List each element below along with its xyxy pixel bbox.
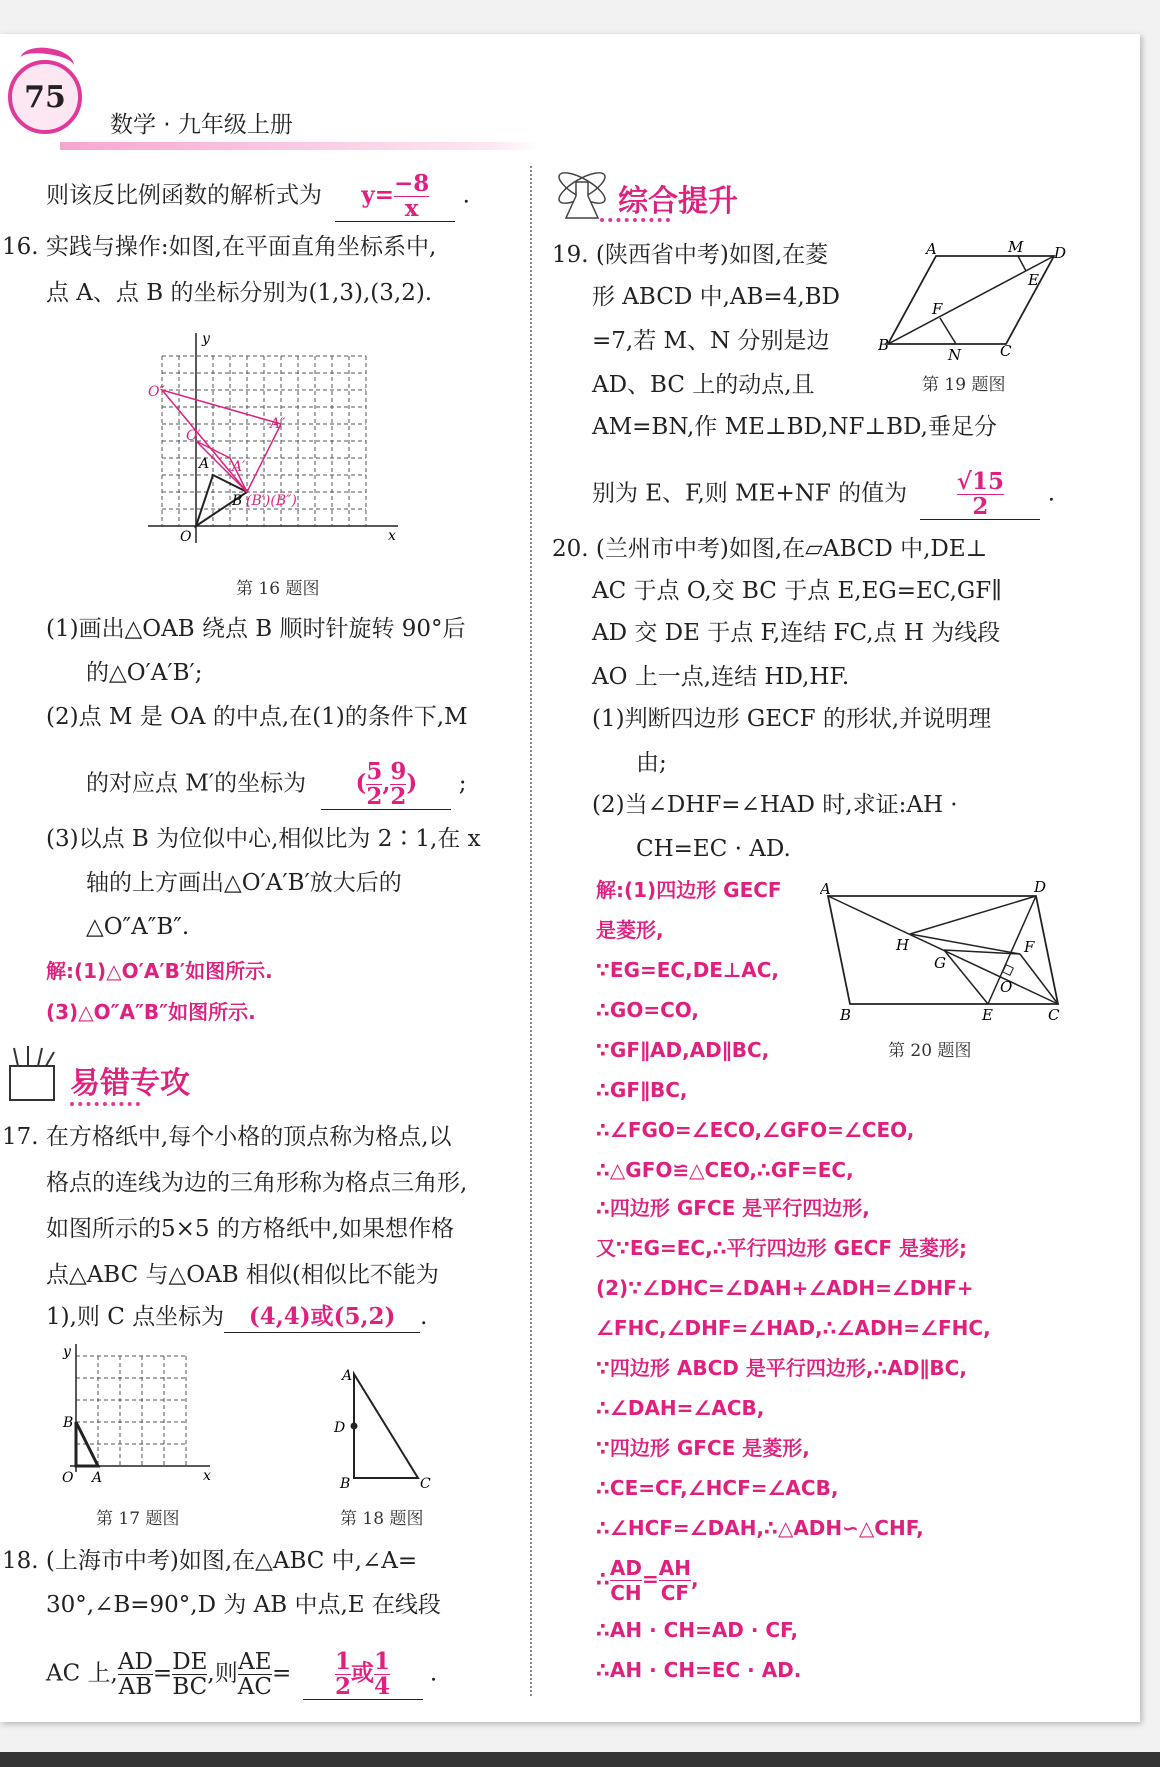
section-dots (70, 1098, 140, 1106)
fig17-label-A: A (92, 1470, 103, 1486)
q18-frac2 (172, 1650, 207, 1699)
q20-sol-16: ∴∠HCF=∠DAH,∴△ADH∽△CHF, (596, 1516, 924, 1540)
fig18-label-C: C (420, 1476, 431, 1490)
q19-ans-num: √15 (956, 468, 1004, 495)
q19-ans-frac (957, 470, 1004, 519)
q16-part2-b-text: 的对应点 M′的坐标为 (86, 770, 307, 797)
q18-end: . (429, 1660, 438, 1687)
fig17-label-B: B (63, 1415, 74, 1431)
fig20-label-B: B (840, 1006, 852, 1024)
q16-part3-a: (3)以点 B 为位似中心,相似比为 2∶1,在 x (46, 826, 481, 852)
q20-sol-7: ∴△GFO≌△CEO,∴GF=EC, (596, 1158, 854, 1182)
figure-18 (330, 1360, 450, 1490)
q18-ans-frac1 (335, 1650, 351, 1699)
q18-f3d: AC (237, 1674, 272, 1700)
page-number: 75 (8, 60, 82, 134)
q15-answer-den: x (404, 195, 419, 222)
q16-ans-num1: 5 (366, 758, 383, 785)
bottom-bar (0, 1752, 1160, 1767)
q20-sol-10: (2)∵∠DHC=∠DAH+∠ADH=∠DHF+ (596, 1276, 974, 1300)
q18-frac3 (238, 1650, 272, 1699)
q16-solution-1: 解:(1)△O′A′B′如图所示. (46, 959, 273, 983)
q17-line4: 点△ABC 与△OAB 相似(相似比不能为 (46, 1262, 439, 1288)
q16-part2-answer (321, 760, 451, 810)
q17-line3: 如图所示的5×5 的方格纸中,如果想作格 (46, 1216, 455, 1242)
segment-NF (940, 318, 956, 344)
segment-HD (910, 896, 1036, 934)
q16-part2-a: (2)点 M 是 OA 的中点,在(1)的条件下,M (46, 704, 468, 730)
q20-sol-5: ∴GF∥BC, (596, 1078, 688, 1102)
q18-a2d: 4 (374, 1673, 391, 1700)
q18-line2: 30°,∠B=90°,D 为 AB 中点,E 在线段 (46, 1592, 441, 1618)
fig16-label-Bprime: (B′)(B″) (246, 493, 297, 509)
q20-sol-frac-line (596, 1556, 699, 1605)
q16-ans-frac1 (366, 760, 382, 809)
q18-a1d: 2 (335, 1673, 352, 1700)
q18-f3n: AE (238, 1649, 272, 1675)
figure-16 (148, 328, 408, 553)
q15-dot: . (462, 182, 470, 209)
q16-ans-comma: , (382, 769, 391, 797)
q20-sf-n2: AH (658, 1556, 691, 1580)
figure-17-grid (76, 1356, 186, 1466)
q16-ans-frac2 (390, 760, 406, 809)
fig19-label-E: E (1028, 271, 1039, 289)
q18-or: 或 (351, 1659, 375, 1687)
q20-sol-9: 又∵EG=EC,∴平行四边形 GECF 是菱形; (596, 1236, 967, 1260)
q19-ans-den: 2 (972, 493, 989, 520)
q20-line5: (1)判断四边形 GECF 的形状,并说明理 (592, 706, 992, 732)
q16-part1-a: (1)画出△OAB 绕点 B 顺时针旋转 90°后 (46, 616, 466, 642)
q18-l3-pre: AC 上, (46, 1660, 118, 1687)
fig17-caption: 第 17 题图 (96, 1509, 180, 1529)
q20-sol-11: ∠FHC,∠DHF=∠HAD,∴∠ADH=∠FHC, (596, 1316, 991, 1340)
q20-line1: 20. (兰州市中考)如图,在▱ABCD 中,DE⊥ (552, 536, 988, 562)
q20-sol-12: ∵四边形 ABCD 是平行四边形,∴AD∥BC, (596, 1356, 967, 1380)
q18-line3 (46, 1650, 437, 1700)
figure-17 (60, 1342, 220, 1487)
q15-tail-text (46, 172, 470, 222)
q16-line1: 16. 实践与操作:如图,在平面直角坐标系中, (2, 234, 437, 260)
fig17-label-O: O (62, 1470, 74, 1486)
q20-sol-3: ∴GO=CO, (596, 998, 699, 1022)
q20-sol-6: ∴∠FGO=∠ECO,∠GFO=∠CEO, (596, 1118, 915, 1142)
q20-sol-1: 是菱形, (596, 918, 664, 942)
q16-part1-b: 的△O′A′B′; (86, 660, 203, 686)
q20-sol-last1: ∴AH · CH=AD · CF, (596, 1618, 799, 1642)
q16-line2: 点 A、点 B 的坐标分别为(1,3),(3,2). (46, 280, 433, 306)
q20-sf-pre: ∴ (596, 1567, 610, 1591)
fig17-label-y: y (63, 1344, 71, 1360)
triangle-ABC-18 (354, 1374, 418, 1478)
fig16-label-A: A (199, 456, 210, 472)
fig20-caption: 第 20 题图 (888, 1041, 972, 1061)
header-rule (60, 142, 540, 150)
q15-tail-label: 则该反比例函数的解析式为 (46, 182, 322, 209)
q16-ans-rparen: ) (406, 769, 418, 797)
q18-f1d: AB (118, 1674, 153, 1700)
section-title-common-errors: 易错专攻 (70, 1066, 190, 1101)
fig17-label-x: x (203, 1468, 211, 1484)
q15-answer-y: y= (361, 181, 394, 209)
q20-sol-13: ∴∠DAH=∠ACB, (596, 1396, 765, 1420)
q17-line5 (46, 1302, 427, 1333)
column-divider (530, 166, 532, 1696)
q16-part2-b (86, 760, 466, 810)
fig18-label-D: D (334, 1420, 346, 1436)
fig20-label-F: F (1024, 938, 1035, 956)
q18-f2n: DE (172, 1649, 208, 1675)
q18-a2n: 1 (374, 1648, 391, 1675)
q19-line1: 19. (陕西省中考)如图,在菱 (552, 242, 829, 268)
q17-line1: 17. 在方格纸中,每个小格的顶点称为格点,以 (2, 1124, 452, 1150)
q18-then: ,则 (207, 1660, 238, 1687)
figure-19 (878, 240, 1068, 360)
q19-answer (920, 470, 1040, 520)
q19-end: . (1047, 480, 1056, 507)
fig16-label-A1: A′ (232, 459, 246, 475)
q17-line5-text: 1),则 C 点坐标为 (46, 1304, 225, 1330)
fig19-label-C: C (1000, 342, 1012, 360)
q20-line6: 由; (636, 750, 667, 776)
q19-line5: AM=BN,作 ME⊥BD,NF⊥BD,垂足分 (592, 414, 997, 440)
fig16-label-O1: O′ (186, 428, 201, 444)
q18-eq: = (152, 1660, 173, 1687)
q20-line3: AD 交 DE 于点 F,连结 FC,点 H 为线段 (592, 620, 1001, 646)
q20-sol-2: ∵EG=EC,DE⊥AC, (596, 958, 779, 982)
fig16-caption: 第 16 题图 (236, 579, 320, 599)
q18-answer (303, 1650, 423, 1700)
q20-sf-eq: = (642, 1567, 659, 1591)
fig16-label-y: y (202, 331, 210, 347)
fig19-label-N: N (948, 346, 962, 360)
q20-sf-n1: AD (609, 1556, 643, 1580)
q19-line4: AD、BC 上的动点,且 (592, 372, 815, 398)
q20-sf-frac1 (610, 1556, 642, 1605)
pencil-cup-icon (4, 1044, 60, 1102)
q19-line6-text: 别为 E、F,则 ME+NF 的值为 (592, 480, 908, 507)
fig18-caption: 第 18 题图 (340, 1509, 424, 1529)
q16-ans-den1: 2 (366, 783, 383, 810)
q17-line2: 格点的连线为边的三角形称为格点三角形, (46, 1170, 468, 1196)
fig20-label-D: D (1034, 878, 1047, 896)
q20-line7: (2)当∠DHF=∠HAD 时,求证:AH · (592, 792, 958, 818)
fig16-label-O: O (180, 529, 192, 545)
q18-line1: 18. (上海市中考)如图,在△ABC 中,∠A= (2, 1548, 418, 1574)
q20-sol-4: ∵GF∥AD,AD∥BC, (596, 1038, 770, 1062)
fig20-label-A: A (820, 880, 831, 898)
fig16-label-x: x (388, 528, 396, 544)
q19-line6 (592, 470, 1055, 520)
segment-GE (944, 950, 988, 1004)
fig19-label-D: D (1054, 244, 1067, 262)
fig18-label-A: A (342, 1368, 353, 1384)
q15-answer-frac (394, 172, 429, 221)
q15-answer (335, 172, 455, 222)
point-D (351, 1423, 358, 1430)
q20-line2: AC 于点 O,交 BC 于点 E,EG=EC,GF∥ (592, 578, 1002, 604)
q19-line3: =7,若 M、N 分别是边 (592, 328, 830, 354)
q17-end: . (420, 1304, 428, 1330)
fig16-label-O2: O″ (148, 384, 165, 400)
q20-sf-end: , (691, 1567, 699, 1591)
q18-f1n: AD (117, 1649, 153, 1675)
q19-line2: 形 ABCD 中,AB=4,BD (592, 284, 840, 310)
q18-frac1 (118, 1650, 153, 1699)
fig19-caption: 第 19 题图 (922, 375, 1006, 395)
fig19-label-A: A (926, 240, 937, 258)
q16-part2-end: ; (458, 770, 467, 797)
q20-sf-frac2 (659, 1556, 691, 1605)
q16-solution-2: (3)△O″A″B″如图所示. (46, 1000, 256, 1024)
section-title-comprehensive: 综合提升 (618, 184, 738, 219)
fig18-label-B: B (340, 1476, 351, 1490)
q20-line8: CH=EC · AD. (636, 836, 791, 862)
q20-sol-14: ∵四边形 GFCE 是菱形, (596, 1436, 810, 1460)
fig19-label-F: F (932, 300, 943, 318)
fig16-label-B: B (232, 493, 243, 509)
q20-sf-d1: CH (610, 1581, 642, 1605)
section-dots-right (600, 214, 670, 222)
fig19-label-B: B (878, 336, 890, 354)
q20-sol-last2: ∴AH · CH=EC · AD. (596, 1658, 802, 1682)
q20-sol-0: 解:(1)四边形 GECF (596, 878, 782, 902)
q18-ans-frac2 (374, 1650, 390, 1699)
q20-sol-8: ∴四边形 GFCE 是平行四边形, (596, 1196, 870, 1220)
book-title: 数学 · 九年级上册 (110, 112, 293, 138)
q18-eq2: = (271, 1660, 292, 1687)
q15-answer-num: −8 (393, 170, 430, 197)
segment-ME (1018, 256, 1026, 271)
fig20-label-O: O (1000, 978, 1013, 996)
q16-ans-num2: 9 (390, 758, 407, 785)
q16-part3-b: 轴的上方画出△O′A′B′放大后的 (86, 870, 402, 896)
q20-sol-15: ∴CE=CF,∠HCF=∠ACB, (596, 1476, 839, 1500)
q17-answer: (4,4)或(5,2) (224, 1302, 420, 1333)
figure-20 (820, 876, 1070, 1026)
q20-sf-d2: CF (660, 1581, 690, 1605)
q20-line4: AO 上一点,连结 HD,HF. (592, 664, 850, 690)
fig19-label-M: M (1008, 240, 1024, 256)
q18-a1n: 1 (335, 1648, 352, 1675)
q18-f2d: BC (172, 1674, 208, 1700)
fig20-label-E: E (982, 1006, 993, 1024)
fig20-label-H: H (896, 936, 910, 954)
fig20-label-C: C (1048, 1006, 1060, 1024)
fig20-label-G: G (934, 954, 946, 972)
q16-ans-lparen: ( (355, 769, 367, 797)
fig16-label-A2: A″ (270, 416, 286, 432)
q16-part3-c: △O″A″B″. (86, 914, 190, 940)
q16-ans-den2: 2 (390, 783, 407, 810)
